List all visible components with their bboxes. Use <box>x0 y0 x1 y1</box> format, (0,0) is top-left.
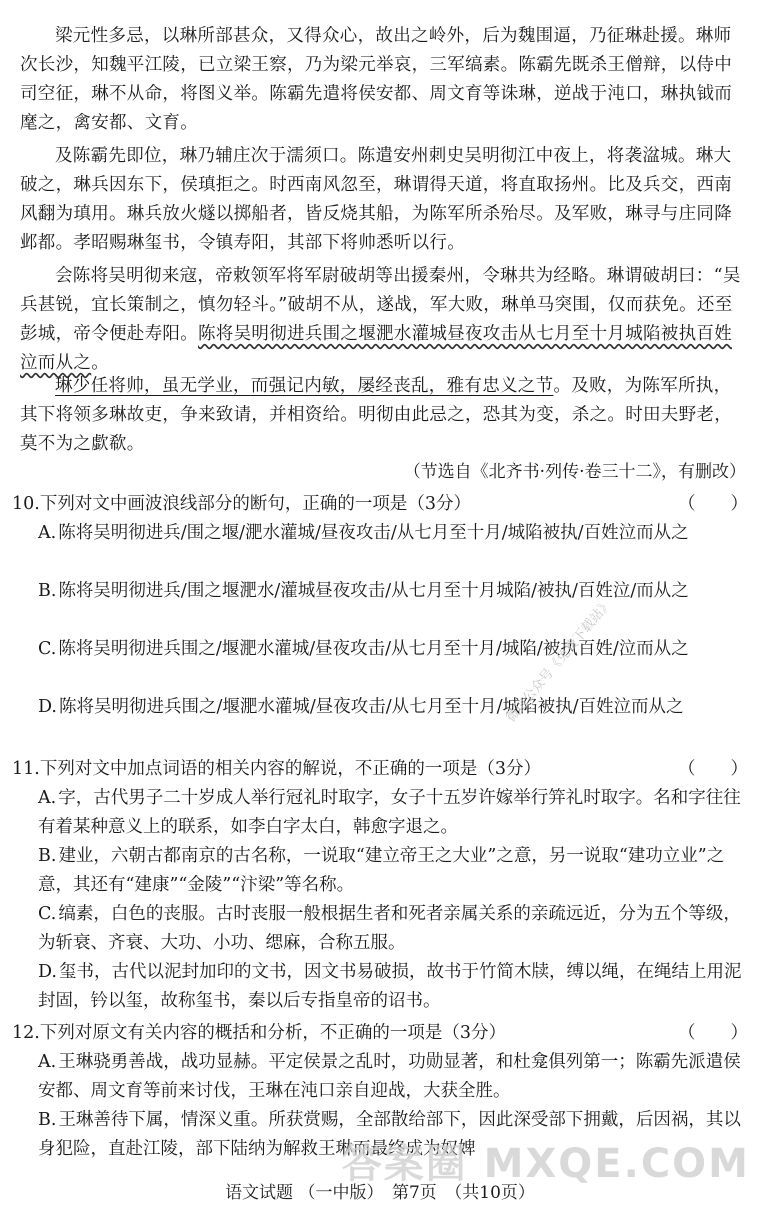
option-label: B. <box>38 581 57 601</box>
option-label: D. <box>38 962 57 982</box>
option-label: C. <box>38 639 57 659</box>
option-text: 缟素，白色的丧服。古时丧服一般根据生者和死者亲属关系的亲疏远近，分为五个等级，为斩衰、齐衰、大功、小功、缌麻，合称五服。 <box>38 904 741 953</box>
passage-paragraph-4-text: 。及败，为陈军所执，其下将领多琳故吏，争来致请，并相资给。明彻由此忌之，恐其为变，杀之。时田夫野老，莫不为之歔欷。 <box>20 376 732 454</box>
question-12-option-a[interactable] <box>38 1048 748 1106</box>
question-10-option-c[interactable] <box>38 635 748 664</box>
question-10-answer-blank[interactable]: （ ） <box>678 494 748 514</box>
option-text: 字，古代男子二十岁成人举行冠礼时取字，女子十五岁许嫁举行笄礼时取字。名和字往往有着某种意义上的联系，如李白字太白，韩愈字退之。 <box>38 788 741 837</box>
option-text: 陈将吴明彻进兵/围之堰/淝水灌城/昼夜攻击/从七月至十月/城陷被执/百姓泣而从之 <box>58 523 689 543</box>
passage-source: （节选自《北齐书·列传·卷三十二》，有删改） <box>403 462 746 482</box>
question-10-text: 下列对文中画波浪线部分的断句，正确的一项是（3分） <box>39 494 471 514</box>
page-footer: 语文试题 （一中版） 第7页 （共10页） <box>225 1183 535 1203</box>
option-label: A. <box>38 788 57 808</box>
option-text: 王琳善待下属，情深义重。所获赏赐，全部散给部下，因此深受部下拥戴，后因祸，其以身犯险，直赴江陵，部下陆纳为解救王琳而最终成为奴婢 <box>38 1110 741 1159</box>
question-12-number: 12. <box>12 1023 40 1043</box>
option-text: 王琳骁勇善战，战功显赫。平定侯景之乱时，功勋显著，和杜龛俱列第一；陈霸先派遣侯安都、周文育等前来讨伐，王琳在沌口亲自迎战，大获全胜。 <box>38 1052 741 1101</box>
passage-paragraph-3 <box>20 262 748 378</box>
option-text: 陈将吴明彻进兵围之/堰淝水灌城/昼夜攻击/从七月至十月/城陷/被执百姓/泣而从之 <box>58 639 689 659</box>
option-label: C. <box>38 904 57 924</box>
question-10-option-d[interactable] <box>38 693 748 722</box>
option-label: B. <box>38 1110 57 1130</box>
question-11-answer-blank[interactable]: （ ） <box>678 759 748 779</box>
passage-paragraph-2: 及陈霸先即位，琳乃辅庄次于濡须口。陈遣安州刺史吴明彻江中夜上，将袭湓城。琳大破之，琳兵因东下，侯瑱拒之。时西南风忽至，琳谓得天道，将直取扬州。比及兵交，西南风翻为瑱用。琳兵放火燧以掷船者，皆反烧其船，为陈军所杀殆尽。及军败，琳寻与庄同降邺都。孝昭赐琳玺书，令镇寿阳，其部下将帅悉听以行。 <box>20 146 732 253</box>
question-12-answer-blank[interactable]: （ ） <box>678 1023 748 1043</box>
passage-paragraph-4 <box>20 372 748 459</box>
option-text: 陈将吴明彻进兵围之/堰淝水灌城/昼夜攻击/从七月至十月/城陷被执/百姓泣而从之 <box>58 697 684 717</box>
question-12-stem <box>12 1019 748 1048</box>
wavy-underlined-sentence: 陈将吴明彻进兵围之堰淝水灌城昼夜攻击从七月至十月城陷被执百姓泣而从之 <box>20 324 732 373</box>
passage-paragraph-1: 梁元性多忌，以琳所部甚众，又得众心，故出之岭外，后为魏围逼，乃征琳赴援。琳师次长沙，知魏平江陵，已立梁王察，乃为梁元举哀，三军缟素。陈霸先既杀王僧辩，以侍中司空征，琳不从命，将图义举。陈霸先遣将侯安都、周文育等诛琳，逆战于沌口，琳执钺而麾之，禽安都、文育。 <box>20 26 732 133</box>
underlined-sentence: 琳少任将帅，虽无学业，而强记内敏，屡经丧乱，雅有忠义之节 <box>55 376 554 396</box>
question-11-option-b[interactable] <box>38 842 748 900</box>
question-11-option-c[interactable] <box>38 900 748 958</box>
question-11-number: 11. <box>12 759 40 779</box>
question-11-option-a[interactable] <box>38 784 748 842</box>
question-10-number: 10. <box>12 494 40 514</box>
question-10-option-b[interactable] <box>38 577 748 606</box>
question-12-text: 下列对原文有关内容的概括和分析，不正确的一项是（3分） <box>39 1023 506 1043</box>
passage-paragraph-3-end: 。 <box>91 353 110 373</box>
option-text: 建业，六朝古都南京的古名称，一说取“建立帝王之大业”之意，另一说取“建功立业”之意，其还有“建康”“金陵”“汴梁”等名称。 <box>38 846 725 895</box>
question-11-stem <box>12 755 748 784</box>
question-11-option-d[interactable] <box>38 958 748 1016</box>
option-label: A. <box>38 523 57 543</box>
question-10-stem <box>12 490 748 519</box>
option-label: B. <box>38 846 57 866</box>
option-text: 玺书，古代以泥封加印的文书，因文书易破损，故书于竹简木牍，缚以绳，在绳结上用泥封固，钤以玺，故称玺书，秦以后专指皇帝的诏书。 <box>38 962 742 1011</box>
question-10-option-a[interactable] <box>38 519 748 548</box>
option-label: A. <box>38 1052 57 1072</box>
watermark-logo: 答案圈 MXQE.COM <box>341 1141 750 1187</box>
question-11-text: 下列对文中加点词语的相关内容的解说，不正确的一项是（3分） <box>39 759 541 779</box>
option-label: D. <box>38 697 57 717</box>
passage-paragraph-3-text: 会陈将吴明彻来寇，帝敕领军将军尉破胡等出援秦州，令琳共为经略。琳谓破胡曰：“吴兵甚锐，宜长策制之，慎勿轻斗。”破胡不从，遂战，军大败，琳单马突围，仅而获免。还至彭城，帝令便赴寿阳。 <box>20 266 741 344</box>
watermark-wechat: 微信公众号《免费下载站》 <box>503 596 616 726</box>
option-text: 陈将吴明彻进兵/围之堰淝水/灌城昼夜攻击/从七月至十月城陷/被执/百姓泣/而从之 <box>58 581 689 601</box>
